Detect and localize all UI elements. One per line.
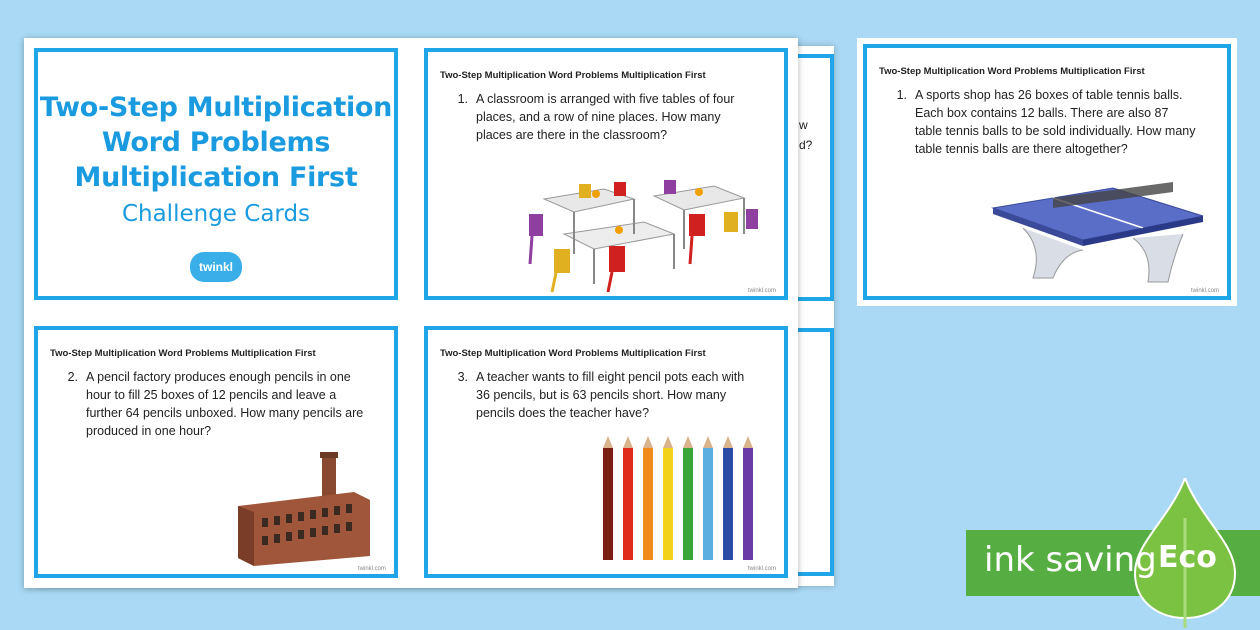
title-line-2: Word Problems [101, 127, 331, 158]
peek-text-w: w [799, 118, 808, 132]
question-text: A teacher wants to fill eight pencil pots each with 36 pencils, but is 63 pencils short. How many pencils does the teacher have? [476, 370, 745, 420]
card-header: Two-Step Multiplication Word Problems Multiplication First [440, 348, 706, 359]
peek-text-d: d? [799, 138, 813, 152]
question-text: A sports shop has 26 boxes of table tennis balls. Each box contains 12 balls. There are also 87 table tennis balls to be sold individually. How many table tennis balls are there altogether? [915, 88, 1196, 156]
card-header: Two-Step Multiplication Word Problems Multiplication First [50, 348, 316, 359]
coloured-pencils-icon [602, 434, 762, 564]
card-header: Two-Step Multiplication Word Problems Multiplication First [440, 70, 706, 81]
question-number: 1. [896, 88, 907, 102]
card-question [879, 86, 1197, 158]
peek-card-top [795, 54, 834, 301]
peek-card-bottom [795, 328, 834, 576]
title-line-3: Multiplication First [74, 162, 358, 193]
title-line-1: Two-Step Multiplication [39, 92, 393, 123]
card-question [440, 368, 754, 422]
question-text: A pencil factory produces enough pencils in one hour to fill 25 boxes of 12 pencils and leave a further 64 pencils unboxed. How many pencils are produced in one hour? [86, 370, 364, 438]
title-subtitle: Challenge Cards [121, 201, 311, 227]
question-number: 1. [457, 92, 468, 106]
eco-label: Eco [1158, 540, 1217, 575]
challenge-card-1 [424, 48, 788, 300]
ink-saving-label: ink saving [984, 540, 1157, 580]
challenge-card-2 [34, 326, 398, 578]
card-question [440, 90, 754, 144]
question-text: A classroom is arranged with five tables of four places, and a row of nine places. How many places are there in the classroom? [476, 92, 735, 142]
card-footer: twinkl.com [747, 566, 776, 572]
question-number: 2. [67, 370, 78, 384]
challenge-card-3 [424, 326, 788, 578]
card-footer: twinkl.com [357, 566, 386, 572]
card-question [50, 368, 364, 440]
factory-building-icon [234, 448, 374, 568]
card-footer: twinkl.com [1190, 288, 1219, 294]
front-sheet [24, 38, 798, 588]
card-footer: twinkl.com [747, 288, 776, 294]
title-card [34, 48, 398, 300]
challenge-card-table-tennis [863, 44, 1231, 300]
card-header: Two-Step Multiplication Word Problems Multiplication First [879, 66, 1145, 77]
table-tennis-table-icon [983, 178, 1213, 288]
twinkl-logo: twinkl [190, 252, 242, 282]
classroom-tables-icon [524, 154, 764, 294]
question-number: 3. [457, 370, 468, 384]
